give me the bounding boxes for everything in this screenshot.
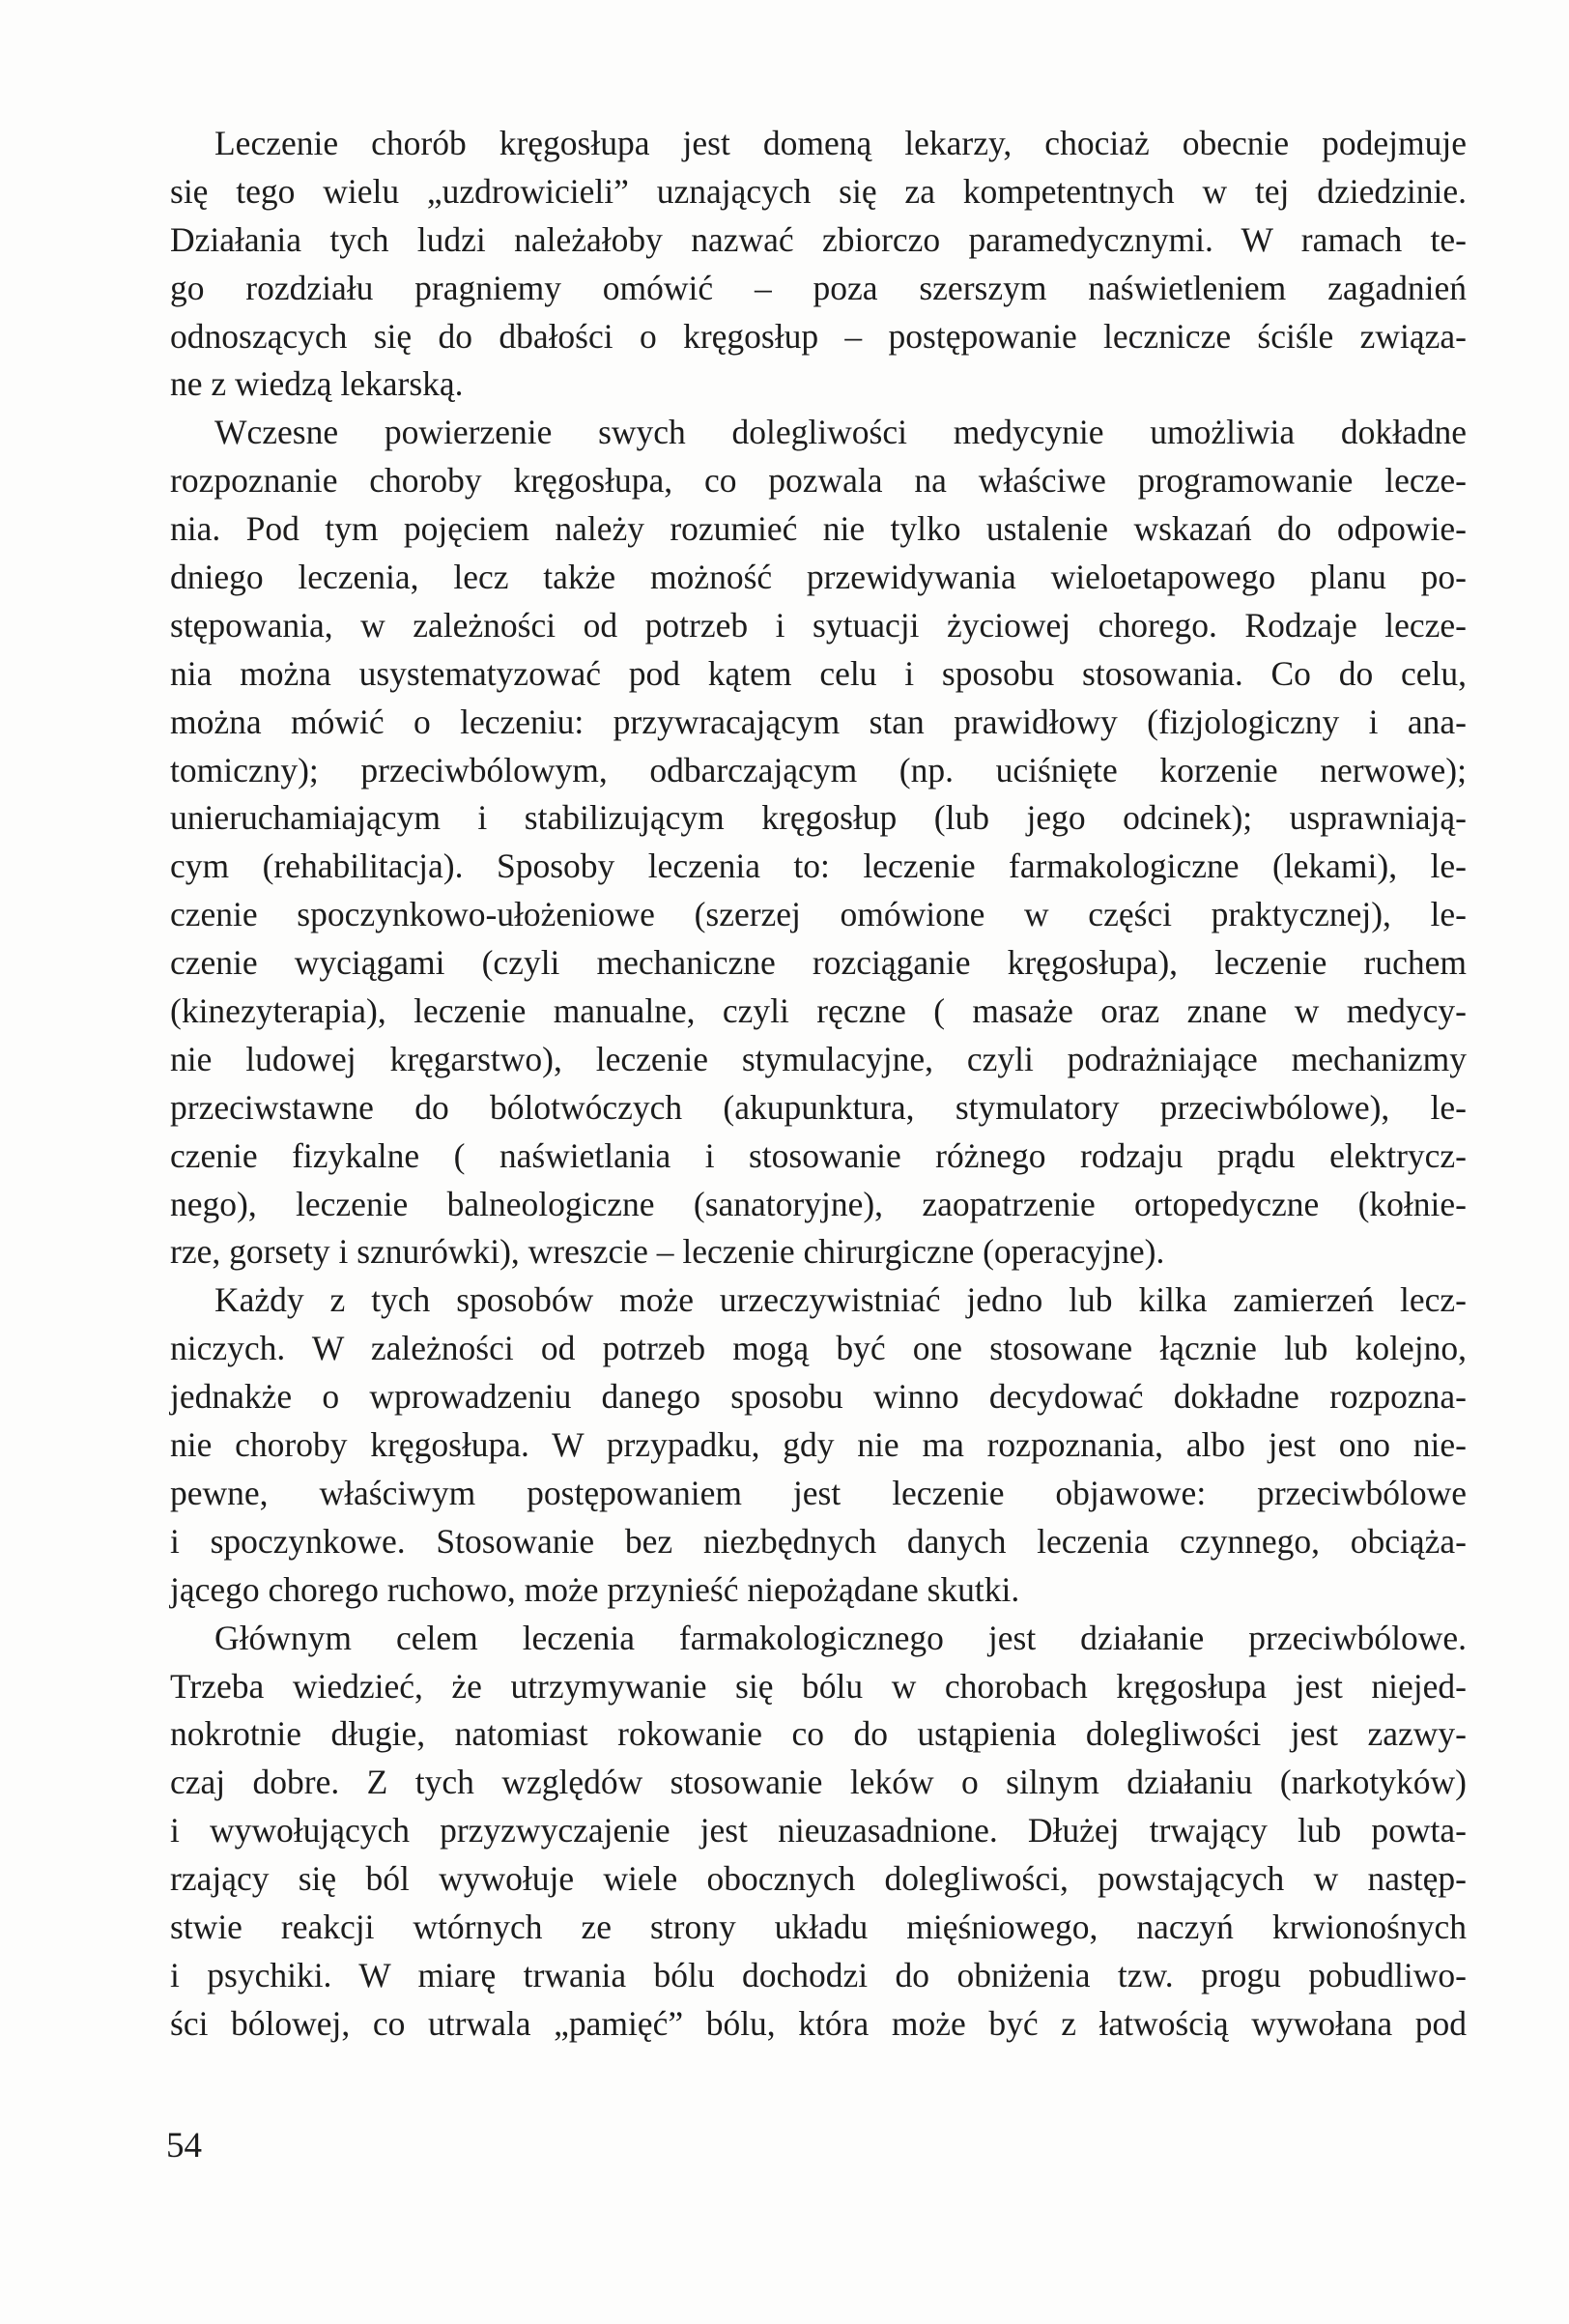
text-line: nego), leczenie balneologiczne (sanatoryjne), zaopatrzenie ortopedyczne (kołnie- [170,1184,1467,1223]
text-line: ści bólowej, co utrwala „pamięć” bólu, która może być z łatwością wywołana pod [170,2003,1467,2043]
paragraph [170,1277,1467,1614]
page-number: 54 [166,2126,202,2166]
paragraph [170,409,1467,1277]
text-line: Wczesne powierzenie swych dolegliwości medycynie umożliwia dokładne [214,413,1467,452]
text-line: Leczenie chorób kręgosłupa jest domeną lekarzy, chociaż obecnie podejmuje [214,124,1467,162]
text-line: jącego chorego ruchowo, może przynieść niepożądane skutki. [170,1569,1020,1609]
text-line: niczych. W zależności od potrzeb mogą być one stosowane łącznie lub kolejno, [170,1329,1467,1368]
text-line: przeciwstawne do bólotwóczych (akupunktura, stymulatory przeciwbólowe), le- [170,1087,1467,1127]
text-line: można mówić o leczeniu: przywracającym stan prawidłowy (fizjologiczny i ana- [170,702,1467,741]
text-line: rozpoznanie choroby kręgosłupa, co pozwala na właściwe programowanie lecze- [170,461,1467,501]
text-line: rzający się ból wywołuje wiele obocznych dolegliwości, powstających w następ- [170,1859,1467,1899]
text-line: czenie wyciągami (czyli mechaniczne rozciąganie kręgosłupa), leczenie ruchem [170,943,1467,983]
text-line: i spoczynkowe. Stosowanie bez niezbędnych danych leczenia czynnego, obciąża- [170,1521,1467,1561]
text-line: nokrotnie długie, natomiast rokowanie co do ustąpienia dolegliwości jest zazwy- [170,1714,1467,1754]
text-line: Działania tych ludzi należałoby nazwać zbiorczo paramedycznymi. W ramach te- [170,219,1467,259]
text-line: unieruchamiającym i stabilizującym kręgosłup (lub jego odcinek); usprawniają- [170,798,1467,838]
text-line: (kinezyterapia), leczenie manualne, czyli ręczne ( masaże oraz znane w medycy- [170,991,1467,1031]
text-line: tomiczny); przeciwbólowym, odbarczającym (np. uciśnięte korzenie nerwowe); [170,750,1467,789]
text-line: czenie fizykalne ( naświetlania i stosowanie różnego rodzaju prądu elektrycz- [170,1135,1467,1175]
text-line: jednakże o wprowadzeniu danego sposobu winno decydować dokładne rozpozna- [170,1377,1467,1417]
text-line: nia można usystematyzować pod kątem celu i sposobu stosowania. Co do celu, [170,653,1467,693]
text-line: czaj dobre. Z tych względów stosowanie leków o silnym działaniu (narkotyków) [170,1763,1467,1802]
text-line: stępowania, w zależności od potrzeb i sytuacji życiowej chorego. Rodzaje lecze- [170,605,1467,645]
text-line: rze, gorsety i sznurówki), wreszcie – leczenie chirurgiczne (operacyjne). [170,1232,1165,1272]
text-line: stwie reakcji wtórnych ze strony układu mięśniowego, naczyń krwionośnych [170,1907,1467,1946]
text-line: ne z wiedzą lekarską. [170,364,464,404]
text-line: go rozdziału pragniemy omówić – poza szerszym naświetleniem zagadnień [170,268,1467,307]
paragraph [170,1615,1467,2049]
text-line: nia. Pod tym pojęciem należy rozumieć nie tylko ustalenie wskazań do odpowie- [170,509,1467,549]
text-line: czenie spoczynkowo-ułożeniowe (szerzej omówione w części praktycznej), le- [170,895,1467,934]
text-line: się tego wielu „uzdrowicieli” uznających się za kompetentnych w tej dziedzinie. [170,171,1467,211]
text-line: pewne, właściwym postępowaniem jest leczenie objawowe: przeciwbólowe [170,1473,1467,1512]
text-line: cym (rehabilitacja). Sposoby leczenia to: leczenie farmakologiczne (lekami), le- [170,846,1467,886]
text-line: i psychiki. W miarę trwania bólu dochodzi do obniżenia tzw. progu pobudliwo- [170,1955,1467,1994]
text-line: i wywołujących przyzwyczajenie jest nieuzasadnione. Dłużej trwający lub powta- [170,1811,1467,1851]
body-text [170,120,1467,2049]
text-line: Głównym celem leczenia farmakologicznego jest działanie przeciwbólowe. [214,1618,1467,1657]
text-line: Każdy z tych sposobów może urzeczywistniać jedno lub kilka zamierzeń lecz- [214,1280,1467,1320]
text-line: odnoszących się do dbałości o kręgosłup – postępowanie lecznicze ściśle związa- [170,316,1467,356]
text-line: Trzeba wiedzieć, że utrzymywanie się bólu w chorobach kręgosłupa jest niejed- [170,1666,1467,1706]
text-line: nie ludowej kręgarstwo), leczenie stymulacyjne, czyli podrażniające mechanizmy [170,1039,1467,1078]
text-line: dniego leczenia, lecz także możność przewidywania wieloetapowego planu po- [170,558,1467,597]
paragraph [170,120,1467,409]
text-line: nie choroby kręgosłupa. W przypadku, gdy nie ma rozpoznania, albo jest ono nie- [170,1425,1467,1465]
